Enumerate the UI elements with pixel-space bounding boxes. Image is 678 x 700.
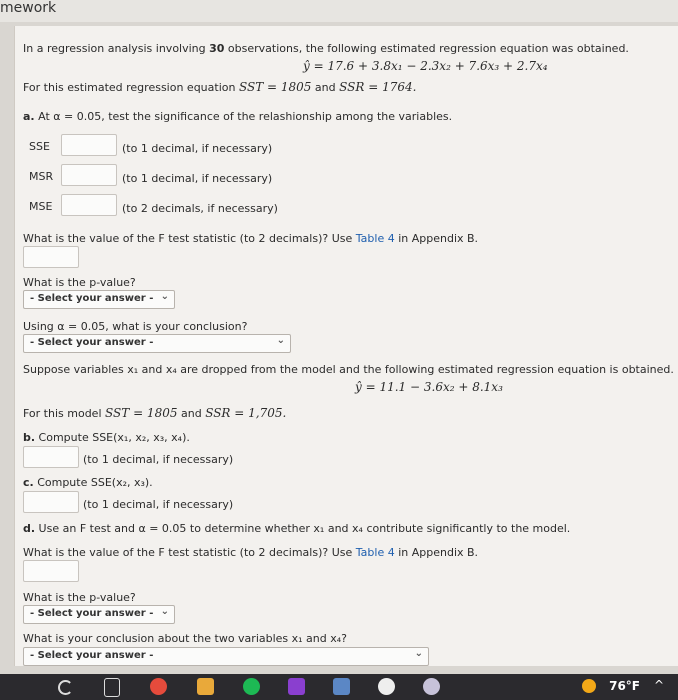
files-icon[interactable] [197, 678, 214, 695]
sst-ssr-line-1: For this estimated regression equation SST = 1805 and SSR = 1764. [23, 80, 417, 94]
chevron-down-icon: ⌄ [160, 291, 169, 302]
notes-icon[interactable] [104, 678, 120, 697]
sse-label: SSE [29, 140, 50, 153]
f-statistic-input-2[interactable] [23, 560, 79, 582]
temperature: 76°F [609, 679, 640, 693]
msr-label: MSR [29, 170, 54, 183]
sse-input[interactable] [61, 134, 117, 156]
f-statistic-question-2: What is the value of the F test statistic (to 2 decimals)? Use Table 4 in Appendix B. [23, 546, 479, 559]
msr-input[interactable] [61, 164, 117, 186]
chevron-down-icon: ⌄ [276, 335, 285, 346]
mse-input[interactable] [61, 194, 117, 216]
conclusion-question-1: Using α = 0.05, what is your conclusion? [23, 320, 248, 333]
part-c-prompt: c. Compute SSE(x₂, x₃). [23, 476, 153, 489]
clock-icon[interactable] [378, 678, 395, 695]
chevron-down-icon: ⌄ [160, 606, 169, 617]
intro-text: In a regression analysis involving 30 observations, the following estimated regression equation was obtained. [23, 42, 629, 55]
part-c-hint: (to 1 decimal, if necessary) [83, 498, 234, 511]
onenote-icon[interactable] [288, 678, 305, 695]
spotify-icon[interactable] [243, 678, 260, 695]
table4-link-1[interactable]: Table 4 [355, 232, 395, 245]
mse-label: MSE [29, 200, 53, 213]
calculator-icon[interactable] [333, 678, 350, 695]
p-value-select-1[interactable]: - Select your answer - ⌄ [23, 290, 175, 309]
suppose-text: Suppose variables x₁ and x₄ are dropped from the model and the following estimated regression equation is obtained. [23, 363, 674, 376]
f-statistic-question-1: What is the value of the F test statistic (to 2 decimals)? Use Table 4 in Appendix B. [23, 232, 479, 245]
p-value-question-1: What is the p-value? [23, 276, 136, 289]
regression-equation-1: ŷ = 17.6 + 3.8x₁ − 2.3x₂ + 7.6x₃ + 2.7x₄ [303, 59, 548, 73]
weather-icon [582, 679, 596, 693]
sst-ssr-line-2: For this model SST = 1805 and SSR = 1,705. [23, 406, 287, 420]
conclusion-question-2: What is your conclusion about the two variables x₁ and x₄? [23, 632, 348, 645]
sse-full-model-input[interactable] [23, 446, 79, 468]
part-b-prompt: b. Compute SSE(x₁, x₂, x₃, x₄). [23, 431, 190, 444]
tab-title: mework [0, 0, 57, 16]
browser-top-bar [0, 0, 678, 22]
mse-hint: (to 2 decimals, if necessary) [122, 202, 278, 215]
refresh-icon[interactable] [58, 680, 73, 695]
part-b-hint: (to 1 decimal, if necessary) [83, 453, 234, 466]
part-d-prompt: d. Use an F test and α = 0.05 to determine whether x₁ and x₄ contribute significantly to the model. [23, 522, 571, 535]
homework-page [14, 26, 678, 666]
part-a-prompt: a. At α = 0.05, test the significance of the relashionship among the variables. [23, 110, 453, 123]
chevron-down-icon: ⌄ [414, 648, 423, 659]
p-value-question-2: What is the p-value? [23, 591, 136, 604]
chrome-icon[interactable] [150, 678, 167, 695]
caret-up-icon[interactable]: ^ [653, 678, 664, 692]
taskbar [0, 674, 678, 700]
sse-reduced-model-input[interactable] [23, 491, 79, 513]
app-icon[interactable] [423, 678, 440, 695]
p-value-select-2[interactable]: - Select your answer - ⌄ [23, 605, 175, 624]
msr-hint: (to 1 decimal, if necessary) [122, 172, 273, 185]
conclusion-select-1[interactable]: - Select your answer - ⌄ [23, 334, 291, 353]
f-statistic-input-1[interactable] [23, 246, 79, 268]
regression-equation-2: ŷ = 11.1 − 3.6x₂ + 8.1x₃ [355, 380, 503, 394]
sse-hint: (to 1 decimal, if necessary) [122, 142, 273, 155]
table4-link-2[interactable]: Table 4 [355, 546, 395, 559]
conclusion-select-2[interactable]: - Select your answer - ⌄ [23, 647, 429, 666]
